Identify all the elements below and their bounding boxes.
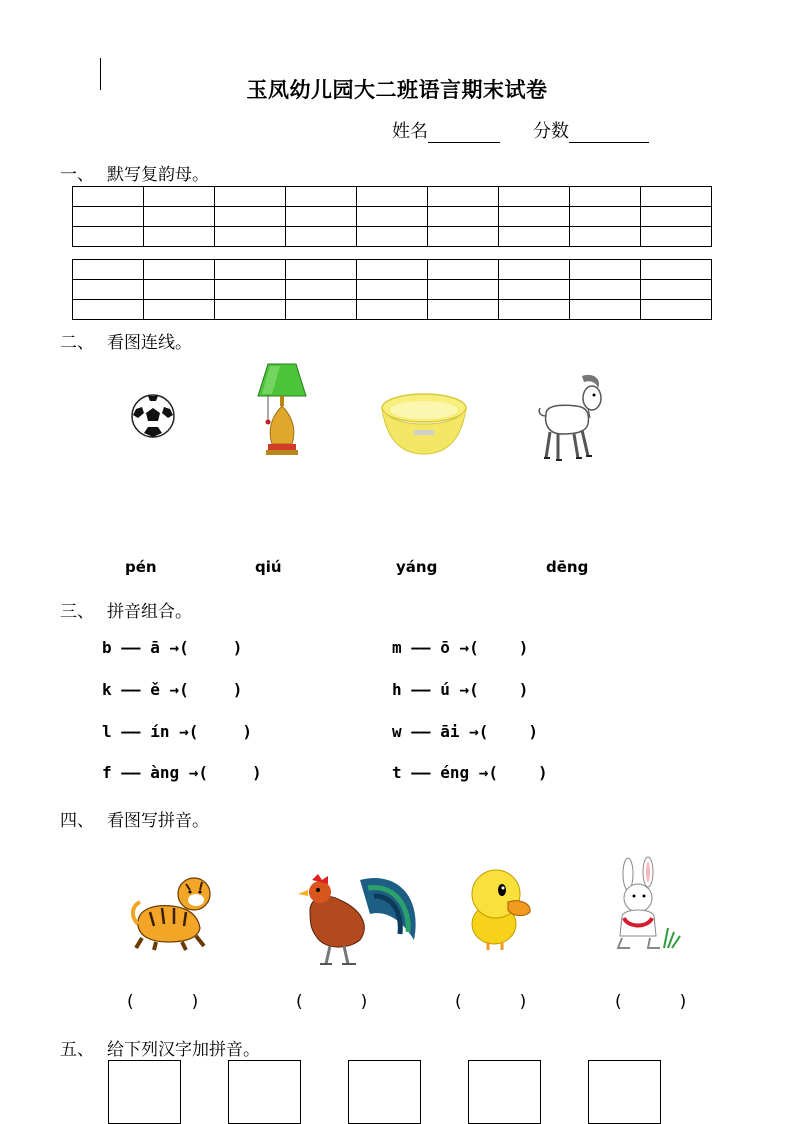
name-label: 姓名	[392, 121, 428, 142]
section-1-heading: 一、 默写复韵母。	[60, 165, 209, 185]
score-label: 分数	[533, 121, 569, 142]
combo-row: t —— éng →( )	[392, 763, 548, 782]
table-lamp-icon	[256, 362, 308, 460]
name-field[interactable]	[392, 117, 500, 143]
answer-grid-2[interactable]	[72, 259, 712, 320]
section-5-heading: 五、 给下列汉字加拼音。	[60, 1040, 260, 1060]
char-box[interactable]	[348, 1060, 421, 1124]
duckling-icon	[464, 864, 536, 954]
char-box[interactable]	[108, 1060, 181, 1124]
char-box[interactable]	[228, 1060, 301, 1124]
answer-parens-4[interactable]: ( )	[615, 992, 687, 1012]
section-4-heading: 四、 看图写拼音。	[60, 811, 209, 831]
char-box[interactable]	[468, 1060, 541, 1124]
combo-row: f —— àng →( )	[102, 763, 262, 782]
pinyin-deng: dēng	[546, 558, 589, 576]
answer-grid-1[interactable]	[72, 186, 712, 247]
combo-row: l —— ín →( )	[102, 722, 253, 741]
answer-parens-1[interactable]: ( )	[127, 992, 199, 1012]
pinyin-qiu: qiú	[255, 558, 282, 576]
combo-row: m —— ō →( )	[392, 638, 529, 657]
section-3-heading: 三、 拼音组合。	[60, 602, 192, 622]
score-blank[interactable]	[569, 124, 649, 143]
section-2-heading: 二、 看图连线。	[60, 333, 192, 353]
basin-icon	[380, 392, 468, 458]
combo-row: w —— āi →( )	[392, 722, 539, 741]
char-box[interactable]	[588, 1060, 661, 1124]
combo-row: k —— ě →( )	[102, 680, 243, 699]
tiger-icon	[128, 866, 226, 952]
pinyin-pen: pén	[125, 558, 157, 576]
soccer-ball-icon	[130, 393, 176, 439]
rooster-icon	[290, 870, 422, 970]
rabbit-icon	[608, 858, 688, 954]
answer-parens-3[interactable]: ( )	[455, 992, 527, 1012]
goat-icon	[536, 372, 608, 464]
answer-parens-2[interactable]: ( )	[296, 992, 368, 1012]
pinyin-yang: yáng	[396, 558, 438, 576]
score-field[interactable]	[533, 117, 649, 143]
combo-row: b —— ā →( )	[102, 638, 243, 657]
combo-row: h —— ú →( )	[392, 680, 529, 699]
page-title: 玉凤幼儿园大二班语言期末试卷	[246, 78, 548, 102]
name-blank[interactable]	[428, 124, 500, 143]
